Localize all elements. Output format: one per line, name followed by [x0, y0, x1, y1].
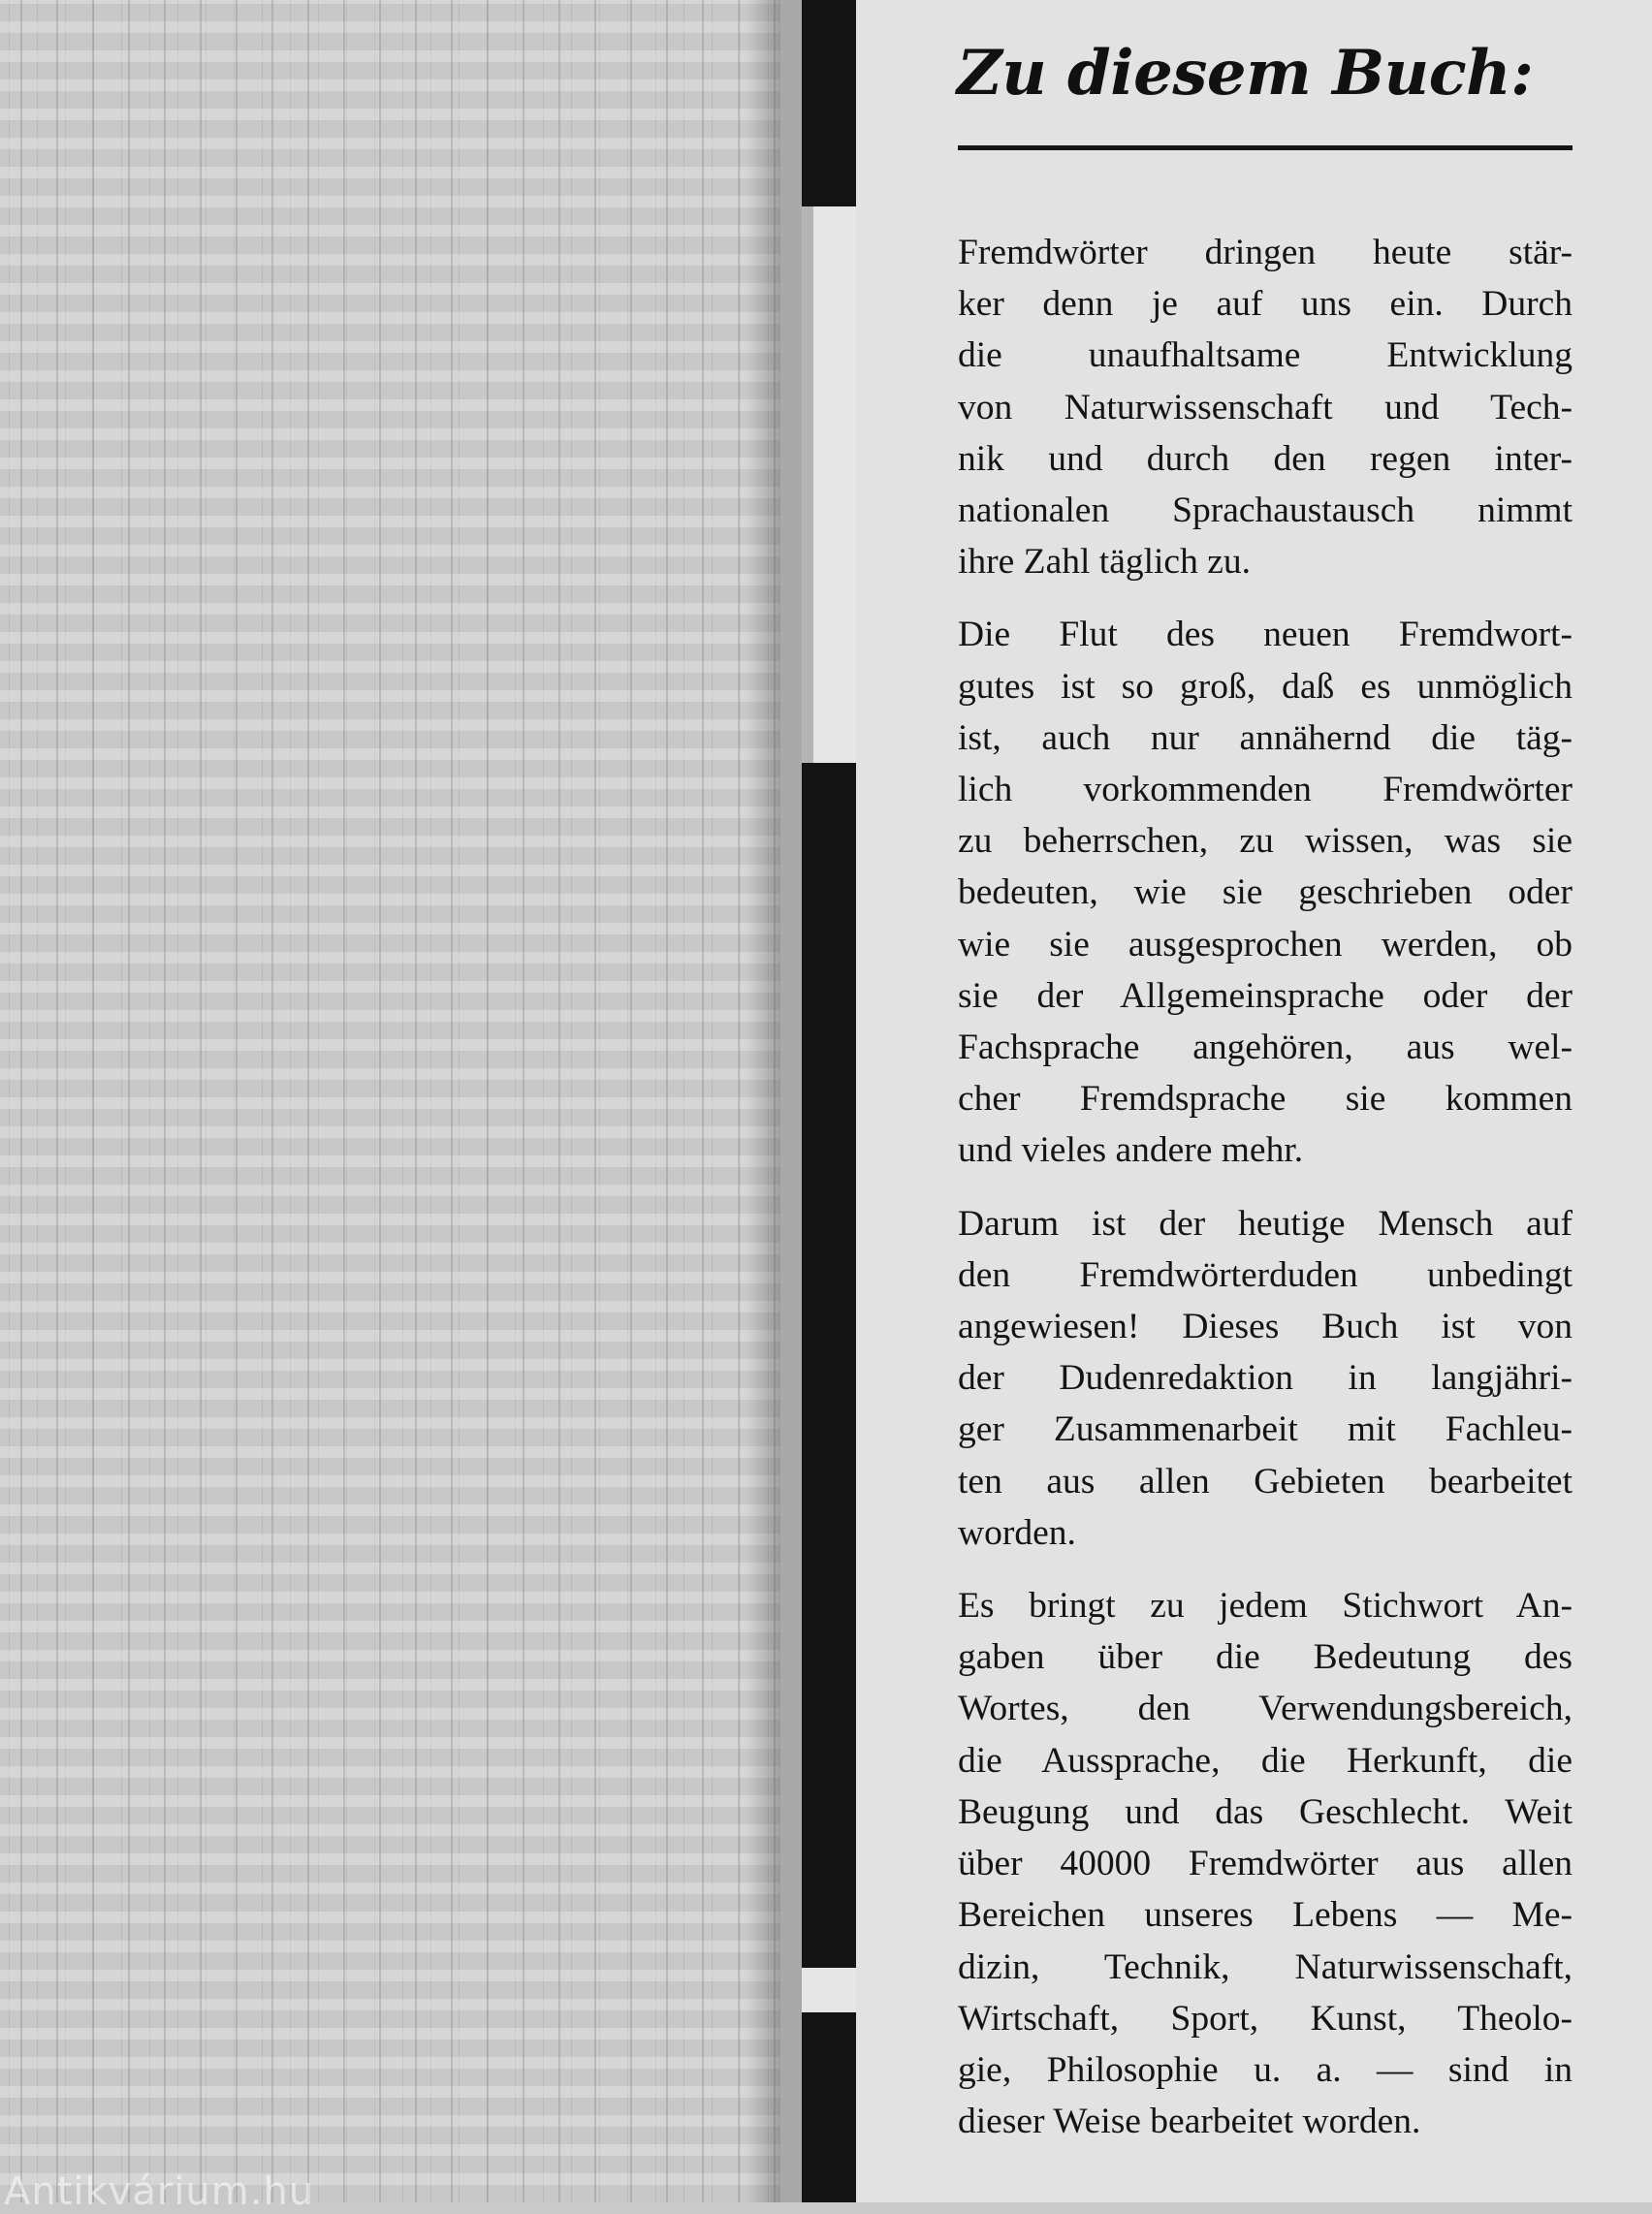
watermark-text: Antikvárium.hu [4, 2169, 315, 2214]
endpaper-edge-shadow [747, 0, 780, 2202]
text-line: nik und durch den regen inter- [958, 438, 1573, 479]
text-line: Wortes, den Verwendungsbereich, [958, 1689, 1573, 1729]
text-line: lich vorkommenden Fremdwörter [958, 770, 1573, 810]
spine-band-shade [802, 206, 813, 763]
text-line: und vieles andere mehr. [958, 1130, 1304, 1171]
text-line: die unaufhaltsame Entwicklung [958, 335, 1573, 376]
text-line: Wirtschaft, Sport, Kunst, Theolo- [958, 1998, 1573, 2039]
text-line: Bereichen unseres Lebens — Me- [958, 1895, 1573, 1936]
text-line: dieser Weise bearbeitet worden. [958, 2102, 1421, 2142]
blurb-text [958, 227, 1573, 2168]
text-line: von Naturwissenschaft und Tech- [958, 387, 1573, 427]
text-line: angewiesen! Dieses Buch ist von [958, 1307, 1573, 1347]
text-line: den Fremdwörterduden unbedingt [958, 1254, 1573, 1295]
textured-endpaper [0, 0, 780, 2202]
spine-light-band-lower [802, 1968, 856, 2012]
text-line: zu beherrschen, zu wissen, was sie [958, 821, 1573, 862]
text-line: dizin, Technik, Naturwissenschaft, [958, 1946, 1573, 1987]
text-line: sie der Allgemeinsprache oder der [958, 975, 1573, 1016]
text-line: nationalen Sprachaustausch nimmt [958, 490, 1573, 531]
title-underline [958, 145, 1573, 150]
text-line: gutes ist so groß, daß es unmöglich [958, 666, 1573, 707]
text-line: Die Flut des neuen Fremdwort- [958, 615, 1573, 655]
text-line: ten aus allen Gebieten bearbeitet [958, 1461, 1573, 1502]
spine-shadow [780, 0, 802, 2202]
text-line: bedeuten, wie sie geschrieben oder [958, 872, 1573, 913]
text-line: cher Fremdsprache sie kommen [958, 1079, 1573, 1120]
text-line: der Dudenredaktion in langjähri- [958, 1358, 1573, 1399]
text-line: wie sie ausgesprochen werden, ob [958, 924, 1573, 965]
text-line: ihre Zahl täglich zu. [958, 542, 1251, 583]
paragraph-1 [958, 227, 1573, 587]
text-line: Es bringt zu jedem Stichwort An- [958, 1586, 1573, 1627]
text-line: ker denn je auf uns ein. Durch [958, 284, 1573, 325]
text-line: ist, auch nur annähernd die täg- [958, 717, 1573, 758]
text-line: worden. [958, 1512, 1076, 1553]
paragraph-4 [958, 1580, 1573, 2147]
text-line: gaben über die Bedeutung des [958, 1637, 1573, 1678]
paragraph-2 [958, 609, 1573, 1176]
text-line: Darum ist der heutige Mensch auf [958, 1203, 1573, 1244]
page-title: Zu diesem Buch: [957, 37, 1534, 110]
text-line: ger Zusammenarbeit mit Fachleu- [958, 1409, 1573, 1450]
text-line: Fachsprache angehören, aus wel- [958, 1028, 1573, 1068]
text-line: Beugung und das Geschlecht. Weit [958, 1791, 1573, 1832]
text-line: gie, Philosophie u. a. — sind in [958, 2049, 1573, 2090]
text-line: die Aussprache, die Herkunft, die [958, 1740, 1573, 1781]
text-line: Fremdwörter dringen heute stär- [958, 233, 1573, 272]
paragraph-3 [958, 1198, 1573, 1559]
text-line: über 40000 Fremdwörter aus allen [958, 1844, 1573, 1884]
